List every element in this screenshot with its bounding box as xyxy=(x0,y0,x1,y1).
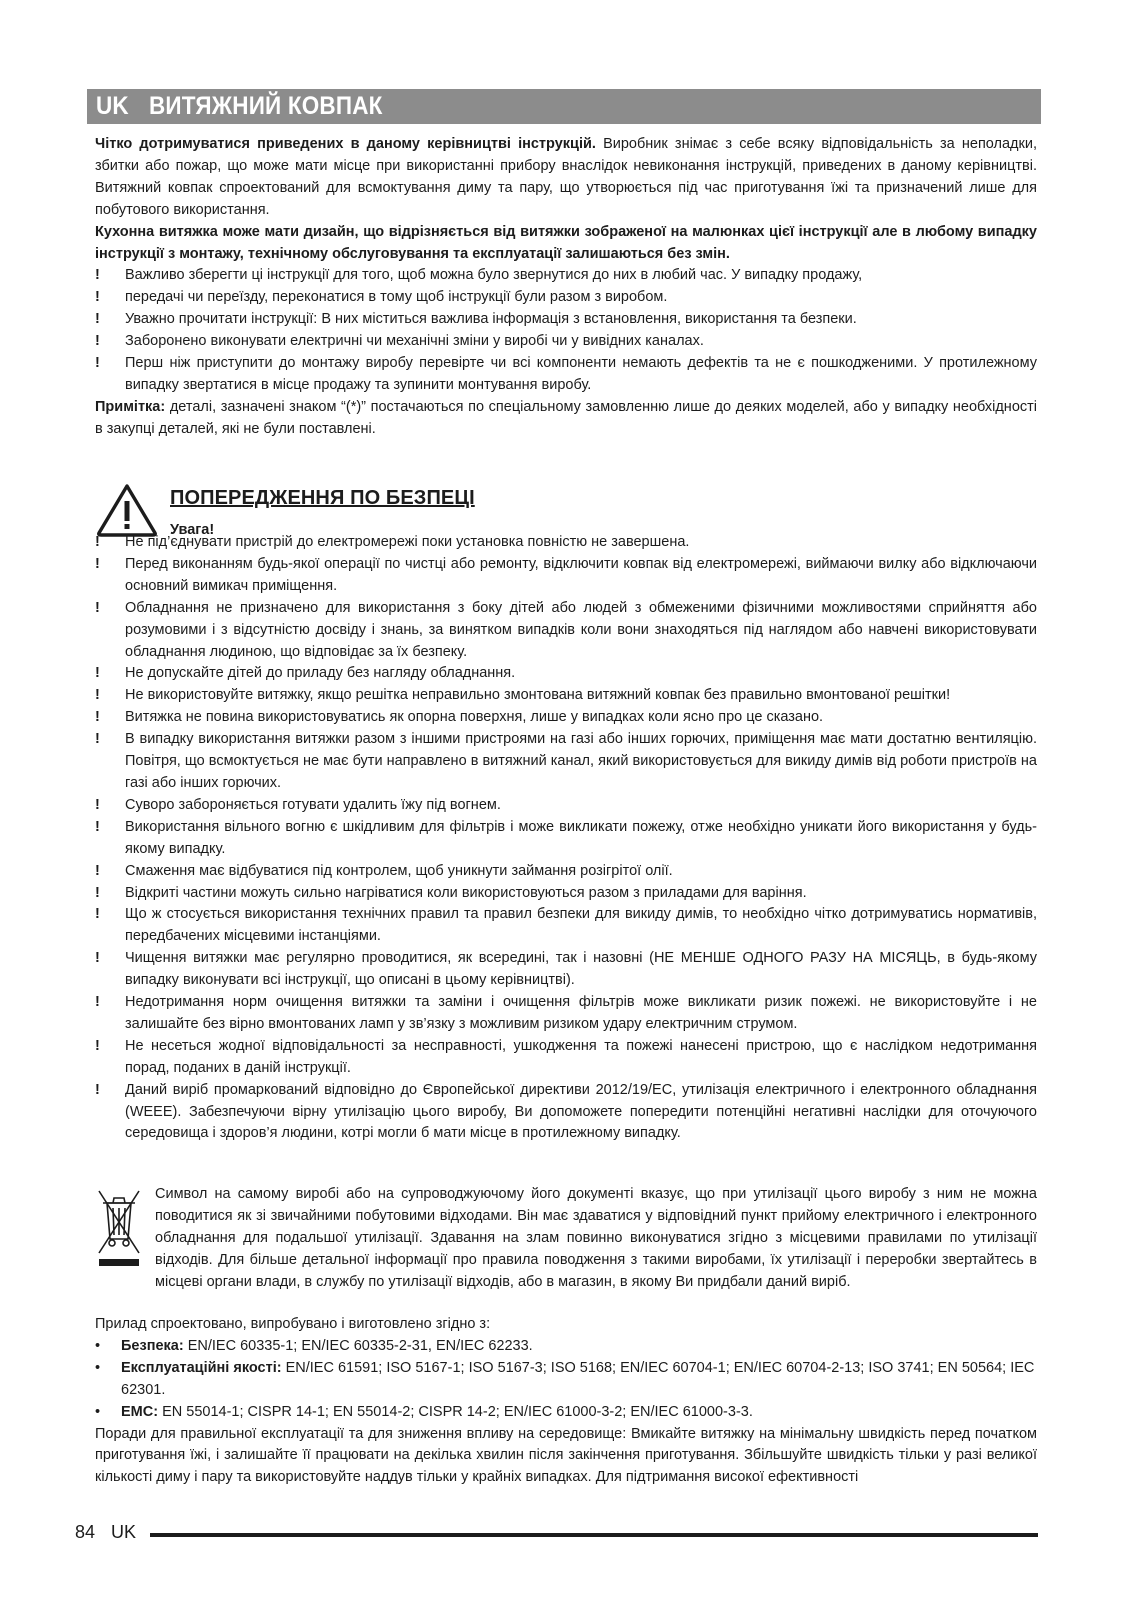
standard-label: Безпека: xyxy=(121,1337,184,1354)
weee-section xyxy=(95,1183,1037,1293)
standards-list xyxy=(95,1336,1037,1424)
list-item-text: Перш ніж приступити до монтажу виробу перевірте чи всі компоненти немають дефектів та не є пошкодженими. У протилежному випадку звертатися в місце продажу та зупинити монтування виробу. xyxy=(125,355,1037,393)
section-header-bar xyxy=(87,89,1041,124)
list-item-text: Важливо зберегти ці інструкції для того, щоб можна було звернутися до них в любий час. У випадку продажу, xyxy=(125,267,863,284)
list-item-text: Даний виріб промаркований відповідно до Європейської директиви 2012/19/EC, утилізація електричного і електронного обладнання (WEEE). Забезпечуючи вірну утилізацію цього виробу, Ви допоможете попередити потенційні негативні наслідки для оточуючого середовища і здоров’я людини, котрі могли б мати місце в протилежному випадку. xyxy=(125,1081,1037,1142)
safety-subtitle: Увага! xyxy=(170,522,215,538)
safety-section xyxy=(95,532,1037,1145)
list-item-text: Уважно прочитати інструкції: В них міститься важлива інформація з встановлення, використання та безпеки. xyxy=(125,311,857,328)
safety-title: ПОПЕРЕДЖЕННЯ ПО БЕЗПЕЦІ xyxy=(170,487,475,509)
list-item-text: Використання вільного вогню є шкідливим для фільтрів і може викликати пожежу, отже необхідно уникати його використання у будь-якому випадку. xyxy=(125,818,1037,857)
list-item-text: Що ж стосується використання технічних правил та правил безпеки для викиду димів, то необхідно чітко дотримуватись нормативів, передбачених місцевими інстанціями. xyxy=(125,906,1037,945)
bullet-icon: • xyxy=(95,1359,101,1376)
list-item-text: Смаження має відбуватися під контролем, щоб уникнути займання розігрітої олії. xyxy=(125,862,673,879)
list-item xyxy=(95,331,1037,353)
bullet-icon: • xyxy=(95,1403,101,1420)
list-item-text: Перед виконанням будь-якої операції по чистці або ремонту, відключити ковпак від електромережі, виймаючи вилку або відключаючи основний вимикач приміщення. xyxy=(125,555,1037,594)
intro-list xyxy=(95,265,1037,396)
exclamation-icon: ! xyxy=(95,1081,100,1098)
list-item xyxy=(95,1358,1037,1402)
list-item xyxy=(95,532,1037,554)
standard-text: EN/IEC 60335-1; EN/IEC 60335-2-31, EN/IEC 62233. xyxy=(183,1337,533,1354)
bullet-icon: • xyxy=(95,1337,101,1354)
exclamation-icon: ! xyxy=(95,862,100,879)
exclamation-icon: ! xyxy=(95,333,100,350)
advice-paragraph: Поради для правильної експлуатації та для зниження впливу на середовище: Вмикайте витяжку на мінімальну швидкість перед початком приготування їжі, і залишайте її працювати на декілька хвилин після закінчення приготування. Збільшуйте швидкість тільки у разі великої кількості диму і пару та використовуйте наддув тільки у крайніх випадках. Для підтримання високої ефективності xyxy=(95,1425,1037,1486)
exclamation-icon: ! xyxy=(95,994,100,1011)
list-item-text: Витяжка не повина використовуватись як опорна поверхня, лише у випадках коли ясно про це сказано. xyxy=(125,709,824,726)
page-number: 84 xyxy=(75,1522,96,1542)
intro-text: Виробник знімає з себе всяку відповідальність за неполадки, збитки або пожар, що може мати місце при використанні прибору внаслідок невиконання інструкцій, приведених в даному керівництві. Витяжний ковпак спроектований для всмоктування диму та пару, що утворюється під час приготування їжі та призначений лише для побутового використання. xyxy=(95,136,1037,218)
crossed-bin-icon xyxy=(95,1183,143,1273)
exclamation-icon: ! xyxy=(95,534,100,550)
note-paragraph xyxy=(95,397,1037,441)
intro-paragraph-1 xyxy=(95,134,1037,222)
list-item xyxy=(95,309,1037,331)
exclamation-icon: ! xyxy=(95,311,100,328)
list-item xyxy=(95,861,1037,883)
standards-section xyxy=(95,1314,1037,1489)
list-item xyxy=(95,1336,1037,1358)
list-item xyxy=(95,992,1037,1036)
list-item-text: передачі чи переїзду, переконатися в тому щоб інструкції були разом з виробом. xyxy=(125,289,668,306)
list-item-text: Відкриті частини можуть сильно нагріватися коли використовуються разом з приладами для варіння. xyxy=(125,884,807,901)
exclamation-icon: ! xyxy=(95,884,100,901)
list-item-text: Недотримання норм очищення витяжки та заміни і очищення фільтрів може викликати ризик пожежі. не використовуйте і не залишайте без вірно вмонтованих ламп у зв’язку з можливим ризиком удару електричним струмом. xyxy=(125,994,1037,1032)
standard-label: Експлуатаційні якості: xyxy=(121,1359,282,1376)
list-item-text: Не несеться жодної відповідальності за несправності, ушкодження та пожежі нанесені пристрою, що є наслідком недотримання порад, поданих в даній інструкції. xyxy=(125,1037,1037,1076)
list-item xyxy=(95,598,1037,664)
intro-section xyxy=(95,134,1037,441)
list-item xyxy=(95,353,1037,397)
list-item xyxy=(95,1402,1037,1424)
exclamation-icon: ! xyxy=(95,665,100,682)
safety-list xyxy=(95,532,1037,1145)
list-item xyxy=(95,685,1037,707)
intro-paragraph-2: Кухонна витяжка може мати дизайн, що відрізняється від витяжки зображеної на малюнках цієї інструкції але в любому випадку інструкції з монтажу, технічному обслуговування та експлуатації залишаються без змін. xyxy=(95,223,1037,262)
warning-triangle-icon xyxy=(96,483,158,537)
exclamation-icon: ! xyxy=(95,599,100,616)
exclamation-icon: ! xyxy=(95,289,100,306)
exclamation-icon: ! xyxy=(95,555,100,572)
language-code: UK xyxy=(96,92,129,120)
list-item xyxy=(95,817,1037,861)
footer-rule xyxy=(150,1533,1038,1537)
page-title: ВИТЯЖНИЙ КОВПАК xyxy=(149,92,383,120)
list-item-text: Заборонено виконувати електричні чи механічні зміни у виробі чи у вивідних каналах. xyxy=(125,333,704,350)
list-item xyxy=(95,948,1037,992)
list-item xyxy=(95,265,1037,287)
exclamation-icon: ! xyxy=(95,267,100,284)
list-item-text: Обладнання не призначено для використання з боку дітей або людей з обмеженими фізичними можливостями сприйняття або розумовими і з відсутністю досвіду і знань, за винятком випадків коли вони знаходяться під наглядом або навчені використовувати обладнання людиною, що відповідає за їх безпеку. xyxy=(125,599,1037,660)
list-item xyxy=(95,554,1037,598)
list-item xyxy=(95,883,1037,905)
exclamation-icon: ! xyxy=(95,709,100,726)
list-item-text: Не під’єднувати пристрій до електромережі поки установка повністю не завершена. xyxy=(125,534,690,550)
list-item xyxy=(95,707,1037,729)
list-item-text: Не використовуйте витяжку, якщо решітка неправильно змонтована витяжний ковпак без правильно вмонтованої решітки! xyxy=(125,687,951,704)
exclamation-icon: ! xyxy=(95,687,100,704)
exclamation-icon: ! xyxy=(95,906,100,923)
note-label: Примітка: xyxy=(95,398,166,415)
exclamation-icon: ! xyxy=(95,355,100,372)
list-item xyxy=(95,287,1037,309)
list-item xyxy=(95,795,1037,817)
list-item xyxy=(95,1036,1037,1080)
standard-label: ЕМС: xyxy=(121,1403,159,1420)
list-item xyxy=(95,904,1037,948)
list-item-text: Не допускайте дітей до приладу без нагляду обладнання. xyxy=(125,665,516,682)
standard-text: EN/IEC 61591; ISO 5167-1; ISO 5167-3; ISO 5168; EN/IEC 60704-1; EN/IEC 60704-2-13; ISO 3741; EN 50564; IEC 62301. xyxy=(121,1359,1035,1398)
list-item-text: Чищення витяжки має регулярно проводитися, як всередині, так і назовні (НЕ МЕНШЕ ОДНОГО РАЗУ НА МІСЯЦЬ, в будь-якому випадку виконувати всі інструкції, що описані в цьому керівництві). xyxy=(125,950,1037,989)
standards-intro: Прилад спроектовано, випробувано і виготовлено згідно з: xyxy=(95,1316,491,1332)
list-item xyxy=(95,1080,1037,1146)
standard-text: EN 55014-1; CISPR 14-1; EN 55014-2; CISPR 14-2; EN/IEC 61000-3-2; EN/IEC 61000-3-3. xyxy=(158,1403,753,1420)
weee-text: Символ на самому виробі або на супроводжуючому його документі вказує, що при утилізації цього виробу з ним не можна поводитися як зі звичайними побутовими відходами. Він має здаватися у відповідний пункт прийому електричного і електронного обладнання для подальшої утилізації. Здавання на злам повинно виконуватися згідно з місцевими правилами по утилізації відходів. Для більше детальної інформації про правила поводження з такими виробами, їх утилізації і переробки звертайтесь в місцеві органи влади, в службу по утилізації відходів, або в магазин, в якому Ви придбали даний виріб. xyxy=(155,1186,1037,1290)
list-item-text: В випадку використання витяжки разом з іншими пристроями на газі або інших горючих, приміщення має мати достатню вентиляцію. Повітря, що всмоктується не має бути направлено в витяжний канал, який використовується для викиду димів від роботи пристроїв на газі або інших горючих. xyxy=(125,731,1037,791)
exclamation-icon: ! xyxy=(95,731,100,748)
intro-bold-lead: Чітко дотримуватися приведених в даному керівництві інструкцій. xyxy=(95,136,596,152)
exclamation-icon: ! xyxy=(95,1037,100,1054)
footer-language-code: UK xyxy=(111,1522,137,1542)
list-item-text: Суворо забороняється готувати удалить їжу під вогнем. xyxy=(125,796,501,813)
note-text: деталі, зазначені знаком “(*)” постачаються по спеціальному замовленню лише до деяких моделей, або у випадку необхідності в закупці деталей, які не були поставлені. xyxy=(95,398,1037,437)
exclamation-icon: ! xyxy=(95,796,100,813)
exclamation-icon: ! xyxy=(95,818,100,835)
exclamation-icon: ! xyxy=(95,950,100,967)
list-item xyxy=(95,729,1037,795)
list-item xyxy=(95,663,1037,685)
